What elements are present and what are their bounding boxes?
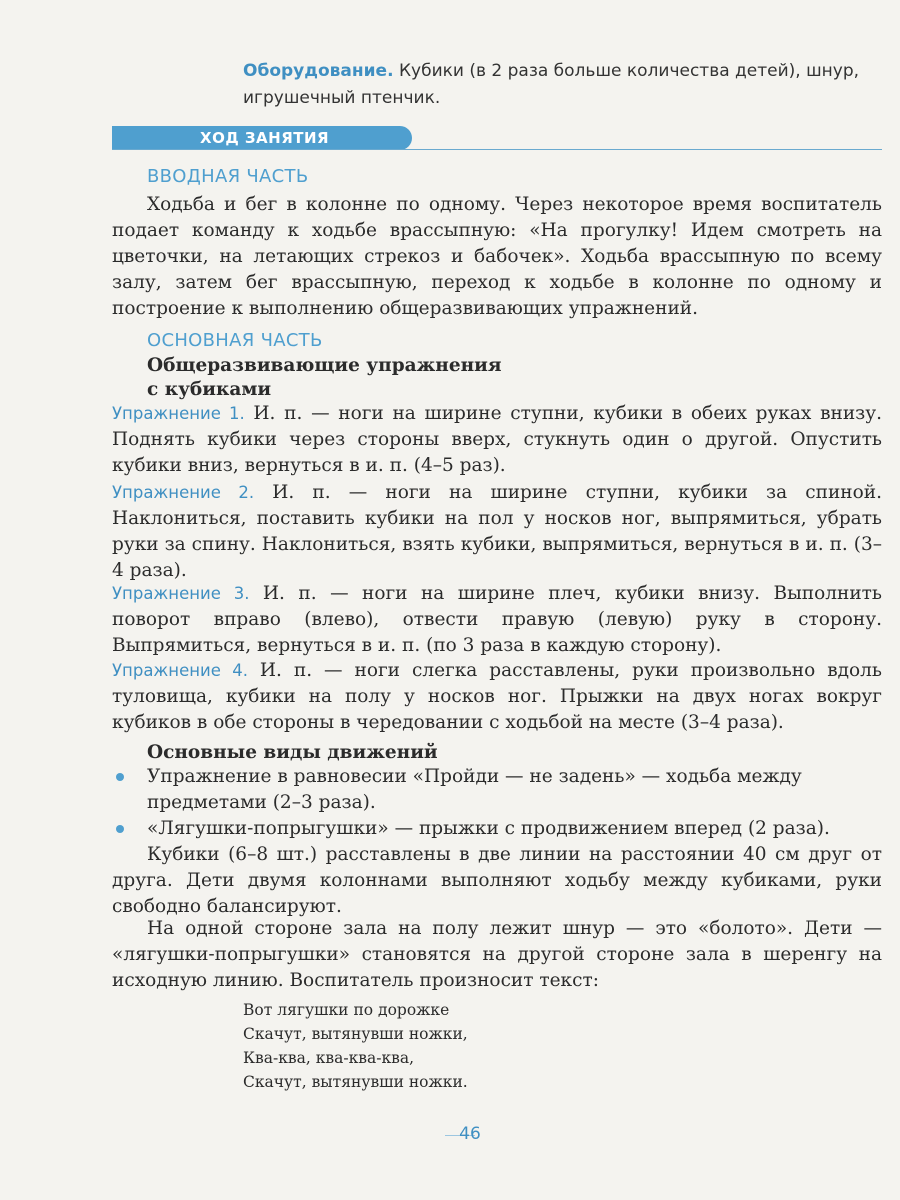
equipment-text: Кубики (в 2 раза больше количества детей), шнур, игрушечный птенчик. xyxy=(243,61,860,108)
exercise-2-text: И. п. — ноги на ширине ступни, кубики за спиной. Наклониться, поставить кубики на пол у носков ног, выпрямиться, убрать руки за спину. Наклониться, взять кубики, выпрямиться, вернуться в и. п. (3–4 раза). xyxy=(112,482,882,581)
exercise-4-text: И. п. — ноги слегка расставлены, руки произвольно вдоль туловища, кубики на полу у носков ног. Прыжки на двух ногах вокруг кубиков в обе стороны в чередовании с ходьбой на месте (3–4 раза). xyxy=(112,660,882,733)
cubes-paragraph: Кубики (6–8 шт.) расставлены в две линии на расстоянии 40 см друг от друга. Дети двумя колоннами выполняют ходьбу между кубиками, руки свободно балансируют. xyxy=(112,844,882,917)
intro-heading: ВВОДНАЯ ЧАСТЬ xyxy=(147,166,309,187)
main-heading: ОСНОВНАЯ ЧАСТЬ xyxy=(147,330,323,351)
poem xyxy=(243,998,643,1094)
exercise-2-label: Упражнение 2. xyxy=(112,483,255,502)
equipment-label: Оборудование. xyxy=(243,61,394,81)
exercise-1-text: И. п. — ноги на ширине ступни, кубики в обеих руках внизу. Поднять кубики через стороны вверх, стукнуть один о другой. Опустить кубики вниз, вернуться в и. п. (4–5 раз). xyxy=(112,403,883,476)
poem-line: Скачут, вытянувши ножки. xyxy=(243,1073,468,1091)
bullet-item xyxy=(112,816,882,842)
bullet-item xyxy=(112,764,882,816)
exercise-4 xyxy=(112,658,882,736)
bullet-text: Упражнение в равновесии «Пройди — не задень» — ходьба между предметами (2–3 раза). xyxy=(147,766,802,813)
exercises-subheading-line1: Общеразвивающие упражнения xyxy=(147,355,502,376)
exercise-4-label: Упражнение 4. xyxy=(112,661,248,680)
exercise-2 xyxy=(112,480,882,584)
bullet-dot-icon xyxy=(116,825,124,833)
exercise-1-label: Упражнение 1. xyxy=(112,404,245,423)
intro-paragraph: Ходьба и бег в колонне по одному. Через некоторое время воспитатель подает команду к ходьбе врассыпную: «На прогулку! Идем смотреть на цветочки, на летающих стрекоз и бабочек». Ходьба врассыпную по всему залу, затем бег врассыпную, переход к ходьбе в колонне по одному и построение к выполнению общеразвивающих упражнений. xyxy=(112,194,882,319)
exercise-3-label: Упражнение 3. xyxy=(112,584,250,603)
bullet-dot-icon xyxy=(116,773,124,781)
equipment-note xyxy=(243,58,883,112)
bullet-text: «Лягушки-попрыгушки» — прыжки с продвижением вперед (2 раза). xyxy=(147,818,830,839)
exercise-3-text: И. п. — ноги на ширине плеч, кубики внизу. Выполнить поворот вправо (влево), отвести правую (левую) руку в сторону. Выпрямиться, вернуться в и. п. (по 3 раза в каждую сторону). xyxy=(112,583,882,656)
exercise-1 xyxy=(112,401,882,479)
poem-line: Вот лягушки по дорожке xyxy=(243,1001,450,1019)
poem-line: Скачут, вытянувши ножки, xyxy=(243,1025,468,1043)
poem-line: Ква-ква, ква-ква-ква, xyxy=(243,1049,415,1067)
banner-divider xyxy=(112,149,882,150)
movements-heading: Основные виды движений xyxy=(147,742,438,763)
lesson-course-banner xyxy=(112,126,882,152)
page-number: 46 xyxy=(459,1124,481,1144)
swamp-paragraph: На одной стороне зала на полу лежит шнур — это «болото». Дети — «лягушки-попрыгушки» становятся на другой стороне зала в шеренгу на исходную линию. Воспитатель произносит текст: xyxy=(112,918,882,991)
banner-title: ХОД ЗАНЯТИЯ xyxy=(112,126,412,150)
exercise-3 xyxy=(112,581,882,659)
exercises-subheading-line2: с кубиками xyxy=(147,379,272,400)
